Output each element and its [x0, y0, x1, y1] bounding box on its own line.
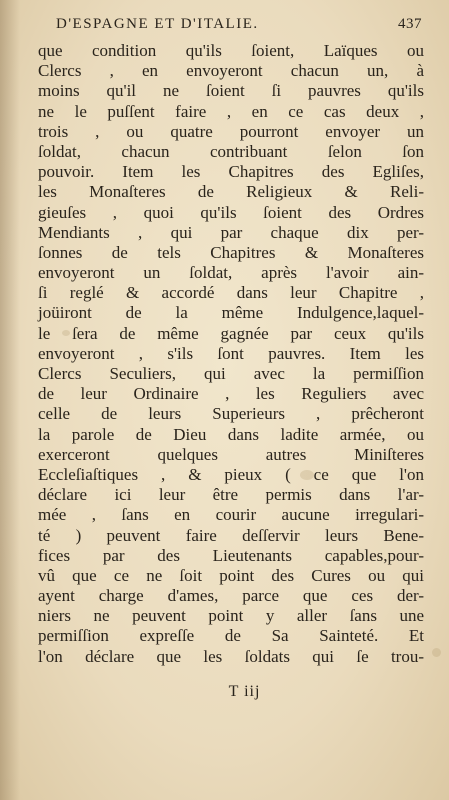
text-line: permiſſion expreſſe de Sa Sainteté. Et [38, 626, 424, 646]
text-line: niers ne peuvent point y aller ſans une [38, 606, 424, 626]
text-line: de leur Ordinaire , les Reguliers avec [38, 384, 424, 404]
text-line: moins qu'il ne ſoient ſi pauvres qu'ils [38, 81, 424, 101]
text-line: ne le puſſent faire , en ce cas deux , [38, 101, 424, 121]
text-line: l'on déclare que les ſoldats qui ſe trou- [38, 646, 424, 666]
text-line: Clercs , en envoyeront chacun un, à [38, 61, 424, 81]
paper-stain [432, 648, 441, 657]
text-line: le ſera de même gagnée par ceux qu'ils [38, 323, 424, 343]
text-line: ayent charge d'ames, parce que ces der- [38, 586, 424, 606]
text-line: envoyeront un ſoldat, après l'avoir ain- [38, 263, 424, 283]
text-line: vû que ce ne ſoit point des Cures ou qui [38, 565, 424, 585]
text-line: les Monaſteres de Religieux & Reli- [38, 182, 424, 202]
body-text [38, 41, 424, 667]
text-line: pouvoir. Item les Chapitres des Egliſes, [38, 162, 424, 182]
text-line: envoyeront , s'ils ſont pauvres. Item les [38, 343, 424, 363]
text-line: trois , ou quatre pourront envoyer un [38, 121, 424, 141]
text-line: déclare ici leur être permis dans l'ar- [38, 485, 424, 505]
text-line: fices par des Lieutenants capables,pour- [38, 545, 424, 565]
text-line: ſi reglé & accordé dans leur Chapitre , [38, 283, 424, 303]
text-line: mée , ſans en courir aucune irregulari- [38, 505, 424, 525]
text-line: gieuſes , quoi qu'ils ſoient des Ordres [38, 202, 424, 222]
gutter-shadow [0, 0, 20, 800]
signature-mark: T iij [228, 683, 261, 700]
text-line: Clercs Seculiers, qui avec la permiſſion [38, 364, 424, 383]
text-line: Eccleſiaſtiques , & pieux ( ce que l'on [38, 464, 424, 484]
text-line: celle de leurs Superieurs , prêcheront [38, 404, 424, 424]
page-number: 437 [398, 16, 422, 32]
text-line: té ) peuvent faire deſſervir leurs Bene- [38, 525, 424, 545]
text-line: la parole de Dieu dans ladite armée, ou [38, 424, 424, 444]
text-line: exerceront quelques autres Miniſteres [38, 444, 424, 464]
running-head: D'ESPAGNE ET D'ITALIE. [56, 16, 259, 32]
text-line: joüiront de la même Indulgence,laquel- [38, 303, 424, 323]
page-header [36, 16, 422, 36]
text-line: Mendiants , qui par chaque dix per- [38, 222, 424, 242]
text-line: ſonnes de tels Chapitres & Monaſteres [38, 242, 424, 262]
text-line: ſoldat, chacun contribuant ſelon ſon [38, 141, 424, 161]
text-line: que condition qu'ils ſoient, Laïques ou [38, 41, 424, 60]
